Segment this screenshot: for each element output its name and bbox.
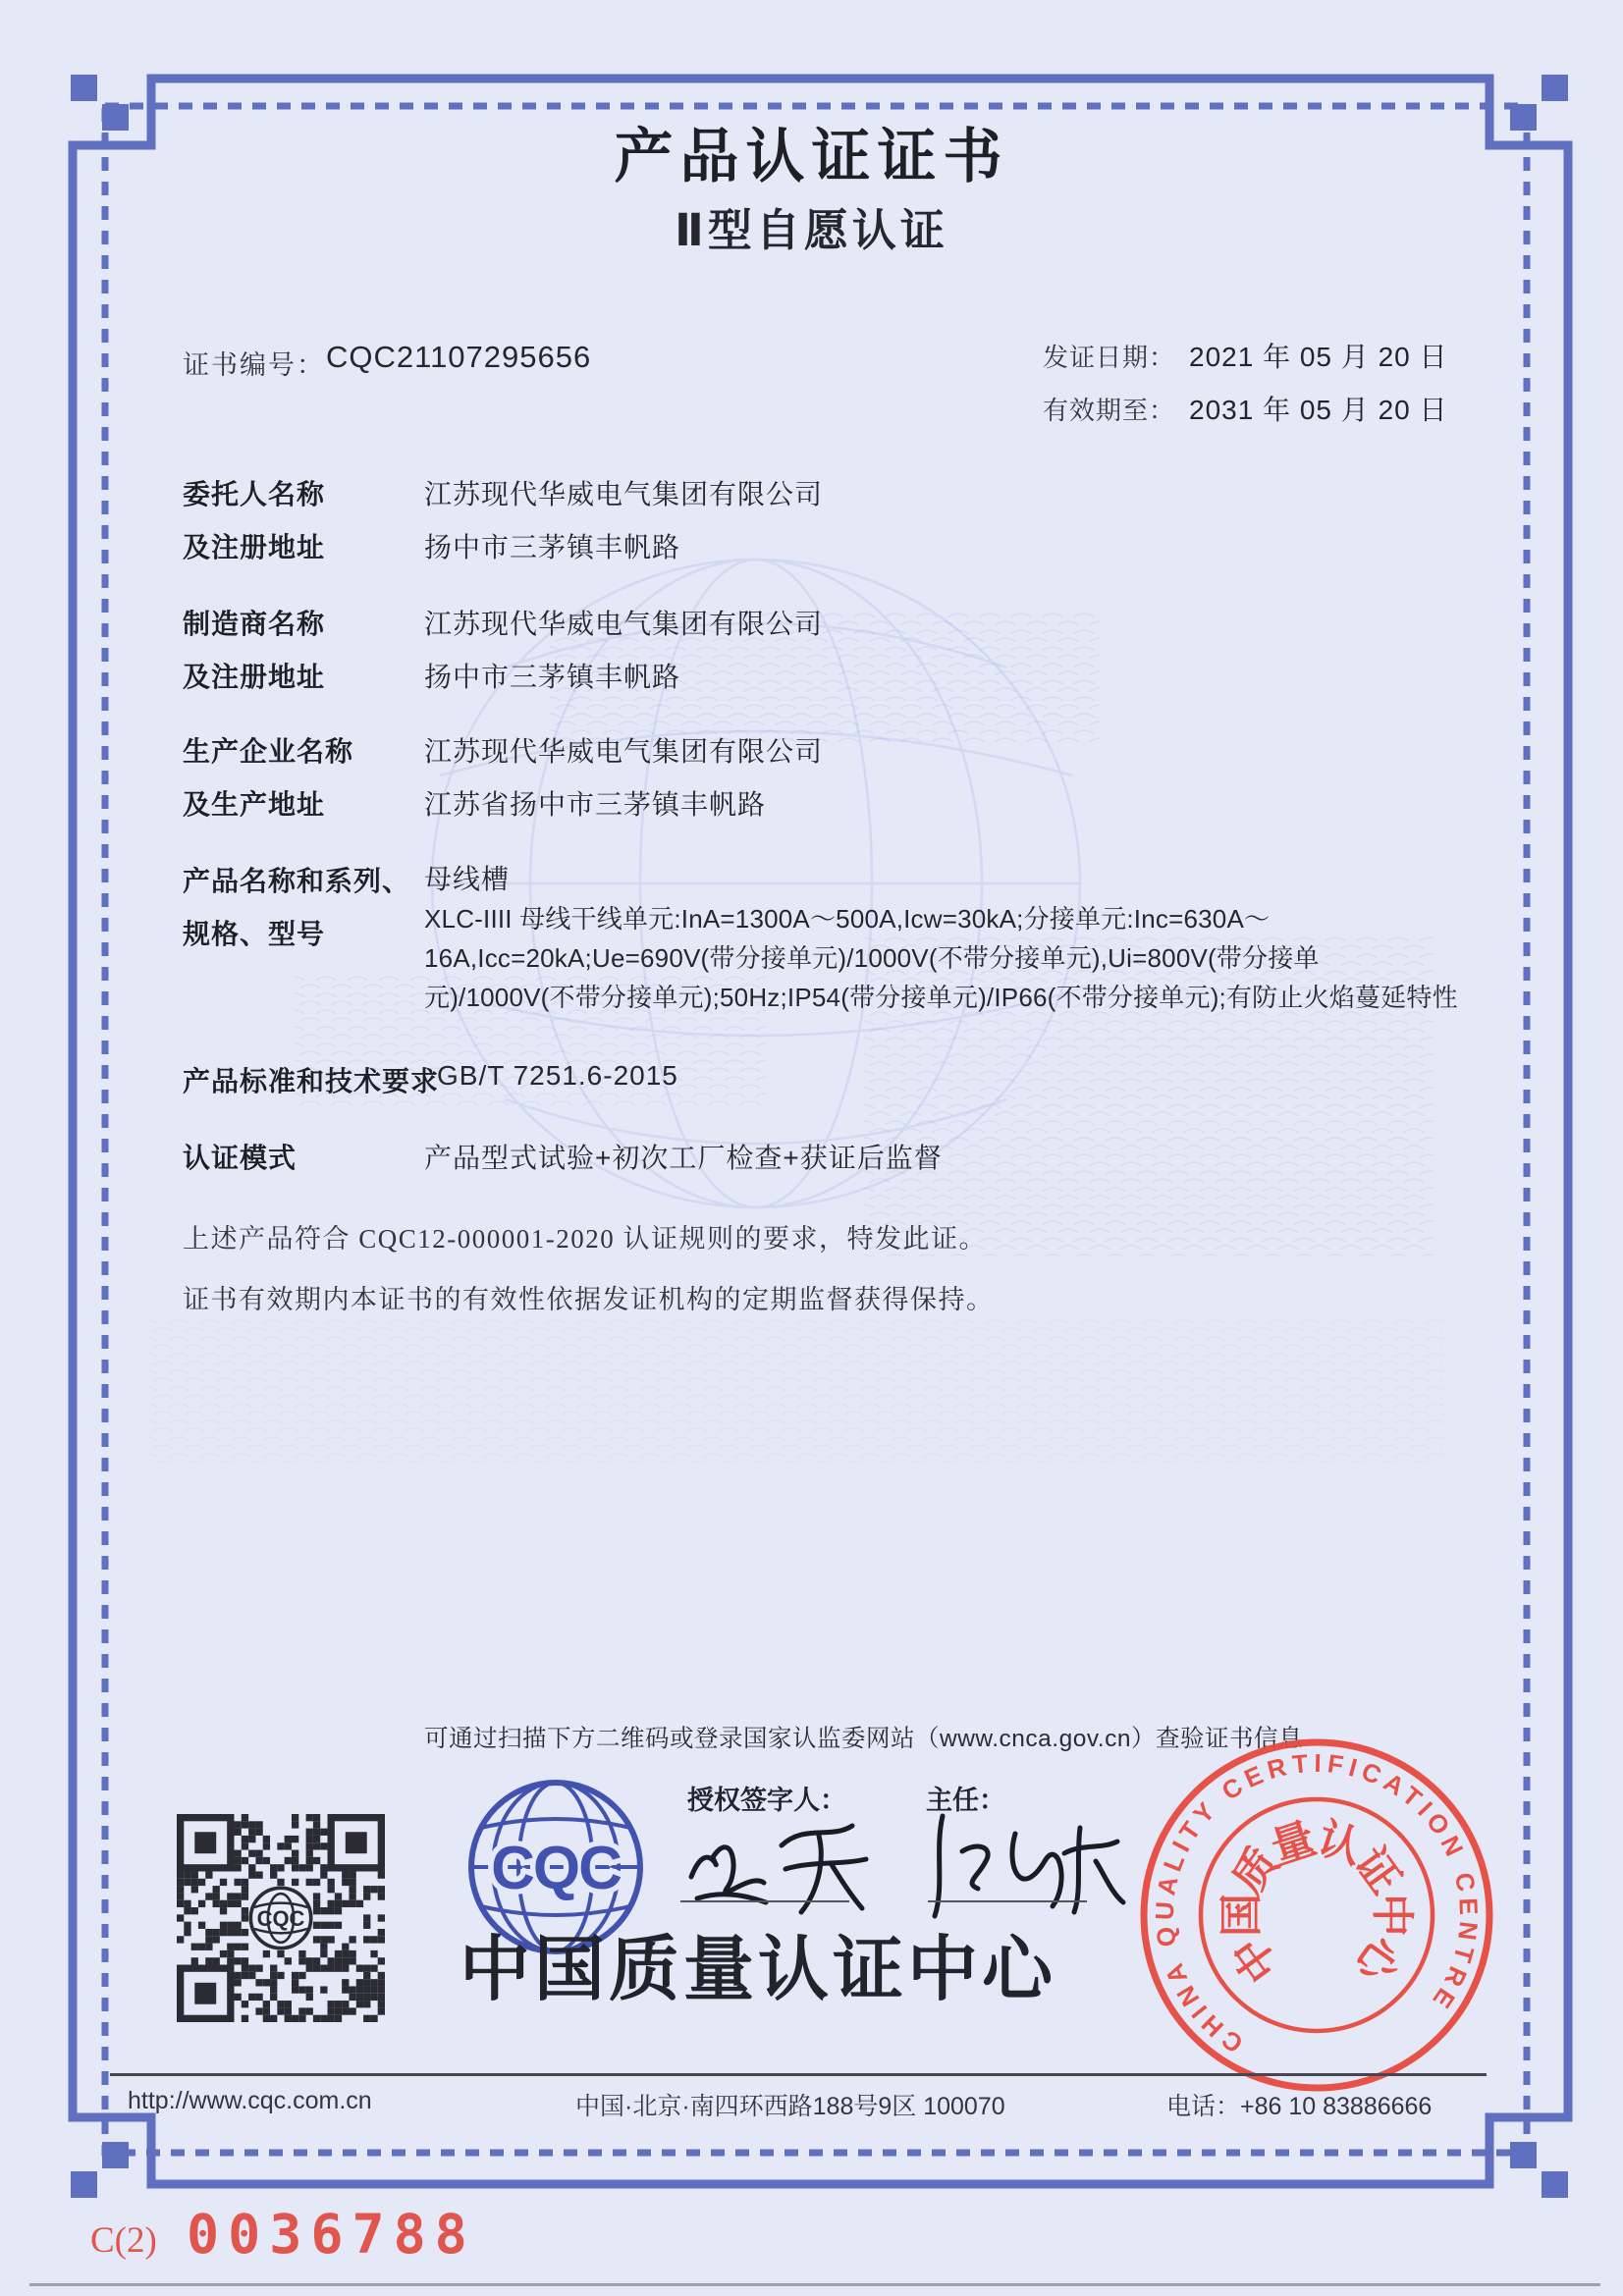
statement-line: 证书有效期内本证书的有效性依据发证机构的定期监督获得保持。: [183, 1285, 995, 1314]
page-title: 产品认证证书: [614, 124, 1009, 189]
authorized-signer-label: 授权签字人：: [687, 1786, 846, 1815]
valid-until-value: 2031 年 05 月 20 日: [1189, 395, 1448, 425]
applicant-address-label: 及注册地址: [183, 532, 326, 562]
cert-mode-label: 认证模式: [183, 1143, 298, 1173]
product-spec-line: 16A,Icc=20kA;Ue=690V(带分接单元)/1000V(不带分接单元),Ui=800V(带分接单: [424, 943, 1320, 973]
applicant-name-label: 委托人名称: [183, 479, 326, 509]
verify-note: 可通过扫描下方二维码或登录国家认监委网站（www.cnca.gov.cn）查验证书信息: [424, 1726, 1303, 1752]
stamp-inner-char: 中: [1368, 1894, 1416, 1937]
signature-line: [680, 1900, 849, 1902]
serial-prefix: C(2): [90, 2220, 157, 2261]
factory-name-label: 生产企业名称: [183, 736, 354, 767]
issue-date-value: 2021 年 05 月 20 日: [1189, 342, 1448, 372]
standard-label: 产品标准和技术要求: [183, 1066, 440, 1096]
stamp-inner-char: 认: [1312, 1814, 1369, 1874]
serial-number: 0036788: [187, 2203, 476, 2266]
footer-phone: 电话：+86 10 83886666: [1166, 2093, 1433, 2120]
product-spec-line: XLC-IIII 母线干线单元:InA=1300A～500A,Icw=30kA;分接单元:Inc=630A～: [424, 904, 1271, 934]
stamp-inner-char: 质: [1223, 1839, 1288, 1903]
issue-date-label: 发证日期：: [1043, 344, 1176, 372]
scan-edge-line: [29, 2283, 1600, 2286]
factory-name-value: 江苏现代华威电气集团有限公司: [424, 736, 824, 767]
issue-date-row: [1043, 336, 1448, 375]
cert-no-label: 证书编号：: [183, 350, 325, 380]
manufacturer-name-value: 江苏现代华威电气集团有限公司: [424, 609, 824, 639]
page-subtitle: Ⅱ型自愿认证: [675, 205, 948, 255]
footer-divider: [110, 2073, 1487, 2076]
cqc-red-stamp: [1131, 1730, 1502, 2101]
cqc-logo-text: CQC: [491, 1835, 621, 1902]
product-spec-line: 元)/1000V(不带分接单元);50Hz;IP54(带分接单元)/IP66(不带分接单元);有防止火焰蔓延特性: [424, 983, 1458, 1012]
statement-line: 上述产品符合 CQC12-000001-2020 认证规则的要求，特发此证。: [183, 1224, 987, 1254]
stamp-inner-char: 证: [1345, 1839, 1410, 1903]
cert-mode-value: 产品型式试验+初次工厂检查+获证后监督: [424, 1143, 943, 1173]
footer-address: 中国·北京·南四环西路188号9区 100070: [575, 2093, 1005, 2120]
stamp-inner-char: 心: [1345, 1927, 1410, 1992]
stamp-inner-char: 国: [1217, 1894, 1266, 1937]
stamp-inner-char: 量: [1265, 1814, 1322, 1874]
factory-address-label: 及生产地址: [183, 789, 326, 820]
cert-no-value: CQC21107295656: [326, 340, 592, 374]
authorized-signature-icon: [676, 1812, 882, 1925]
footer-website: http://www.cqc.com.cn: [128, 2087, 372, 2114]
qr-code: [177, 1814, 385, 2022]
valid-until-label: 有效期至：: [1043, 397, 1176, 425]
manufacturer-address-label: 及注册地址: [183, 662, 326, 692]
manufacturer-address-value: 扬中市三茅镇丰帆路: [424, 662, 681, 692]
org-name: 中国质量认证中心: [460, 1931, 1057, 2009]
product-name: 母线槽: [424, 864, 511, 894]
product-label-line1: 产品名称和系列、: [183, 866, 411, 896]
valid-until-row: [1043, 389, 1448, 428]
standard-value: GB/T 7251.6-2015: [437, 1060, 678, 1091]
applicant-name-value: 江苏现代华威电气集团有限公司: [424, 479, 824, 509]
director-label: 主任：: [926, 1786, 1005, 1815]
applicant-address-value: 扬中市三茅镇丰帆路: [424, 532, 681, 562]
product-label-line2: 规格、型号: [183, 919, 326, 949]
signature-line: [928, 1900, 1087, 1902]
svg-text:CQC: CQC: [256, 1906, 305, 1932]
manufacturer-name-label: 制造商名称: [183, 609, 326, 639]
stamp-inner-char: 中: [1223, 1927, 1288, 1992]
factory-address-value: 江苏省扬中市三茅镇丰帆路: [424, 789, 767, 820]
stamp-outer-text: CHINA QUALITY CERTIFICATION CENTRE: [1149, 1747, 1485, 2059]
